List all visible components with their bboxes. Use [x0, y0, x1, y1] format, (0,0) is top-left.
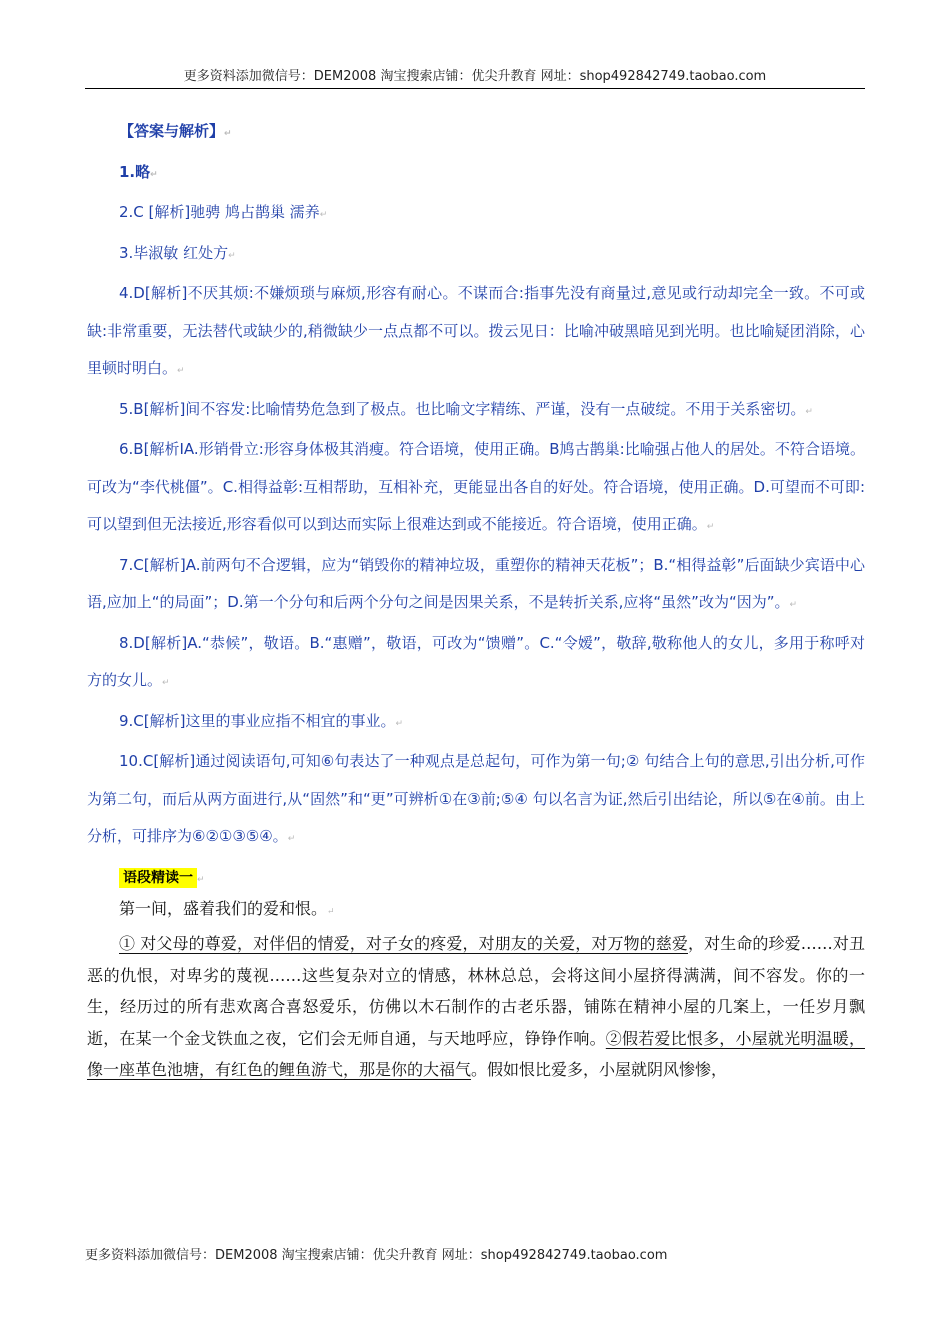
underlined-sentence-1: ① 对父母的尊爱，对伴侣的情爱，对子女的疼爱，对朋友的关爱，对万物的慈爱	[119, 934, 688, 953]
answer-item-5: 5.B[解析]间不容发:比喻情势危急到了极点。也比喻文字精练、严谨，没有一点破绽。不用于关系密切。↵	[119, 399, 813, 418]
answer-item-4: 4.D[解析]不厌其烦:不嫌烦琐与麻烦,形容有耐心。不谋而合:指事先没有商量过,意见或行动却完全一致。不可或缺:非常重要，无法替代或缺少的,稍微缺少一点点都不可以。拨云见日：比喻冲破黑暗见到光明。也比喻疑团消除，心里顿时明白。↵	[87, 284, 865, 377]
reading-section-title: 语段精读一 ↵	[119, 861, 865, 893]
answers-title: 【答案与解析】↵	[119, 122, 232, 140]
answer-item-2: 2.C [解析]驰骋 鸠占鹊巢 濡养↵	[119, 203, 328, 221]
answer-item-7: 7.C[解析]A.前两句不合逻辑，应为“销毁你的精神垃圾，重塑你的精神天花板”；B.“相得益彰”后面缺少宾语中心语,应加上“的局面”；D.第一个分句和后两个分句之间是因果关系，不是转折关系,应将“虽然”改为“因为”。↵	[87, 555, 865, 611]
answer-item-10: 10.C[解析]通过阅读语句,可知⑥句表达了一种观点是总起句，可作为第一句;② 句结合上句的意思,引出分析,可作为第二句，而后从两方面进行,从“固然”和“更”可辨析①在③前;⑤④ 句以名言为证,然后引出结论，所以⑤在④前。由上分析，可排序为⑥②①③⑤④。↵	[87, 752, 865, 845]
page-footer: 更多资料添加微信号：DEM2008 淘宝搜索店铺：优尖升教育 网址：shop492842749.taobao.com	[85, 1248, 668, 1263]
answer-item-1: 1.略↵	[119, 162, 158, 181]
answer-item-9: 9.C[解析]这里的事业应指不相宜的事业。↵	[119, 711, 404, 730]
reading-paragraph: ① 对父母的尊爱，对伴侣的情爱，对子女的疼爱，对朋友的关爱，对万物的慈爱，对生命的珍爱……对丑恶的仇恨，对卑劣的蔑视……这些复杂对立的情感，林林总总，会将这间小屋挤得满满，间不容发。你的一生，经历过的所有悲欢离合喜怒爱乐，仿佛以木石制作的古老乐器，铺陈在精神小屋的几案上，一任岁月飘逝，在某一个金戈铁血之夜，它们会无师自通，与天地呼应，铮铮作响。②假若爱比恨多，小屋就光明温暖，像一座革色池塘，有红色的鲤鱼游弋，那是你的大福气。假如恨比爱多，小屋就阴风惨惨，	[87, 934, 865, 1079]
answer-item-6: 6.B[解析IA.形销骨立:形容身体极其消瘦。符合语境，使用正确。B鸠古鹊巢:比喻强占他人的居处。不符合语境。可改为“李代桃僵”。C.相得益彰:互相帮助，互相补充，更能显出各自的好处。符合语境，使用正确。D.可望而不可即:可以望到但无法接近,形容看似可以到达而实际上很难达到或不能接近。符合语境，使用正确。↵	[87, 440, 865, 533]
underlined-sentence-2: ②假若爱比恨多，小屋就光明温暖，像一座革色池塘，有红色的鲤鱼游弋，那是你的大福气	[87, 1028, 865, 1079]
page-content	[87, 113, 865, 1086]
answer-item-3: 3.毕淑敏 红处方↵	[119, 243, 236, 262]
reading-line-1: 第一间，盛着我们的爱和恨。↵	[119, 898, 335, 918]
answer-item-8: 8.D[解析]A.“恭候”，敬语。B.“惠赠”，敬语，可改为“馈赠”。C.“令嫒”，敬辞,敬称他人的女儿，多用于称呼对方的女儿。↵	[87, 633, 865, 689]
page-header: 更多资料添加微信号：DEM2008 淘宝搜索店铺：优尖升教育 网址：shop492842749.taobao.com	[85, 66, 865, 89]
